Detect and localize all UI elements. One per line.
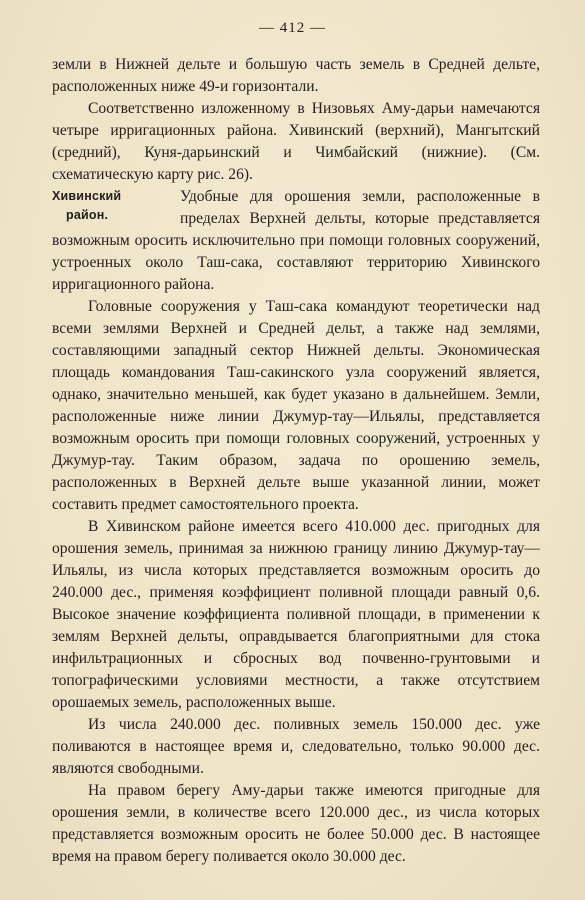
section-heading-line-2: район. (66, 208, 109, 222)
text-block-khiva-section (52, 186, 540, 868)
section-side-heading (52, 187, 180, 225)
paragraph-khiva-area: В Хивинском районе имеется всего 410.000 дес. пригодных для орошения земель, принимая за нижнюю границу линию Джумур-тау—Ильялы, из числа которых представляется возможным оросить до 240.000 дес., применяя коэффициент поливной площади равный 0,6. Высокое значение коэффициента поливной площади, в применении к землям Верхней дельты, оправдывается благоприятными для стока инфильтрационных и сбросных вод почвенно-грунтовыми и топографическими условиями местности, а также отсутствием орошаемых земель, расположенных выше. (52, 518, 540, 711)
section-heading-line-1: Хивинский (52, 189, 122, 203)
page-number: — 412 — (259, 20, 326, 36)
paragraph-continuation: земли в Нижней дельте и большую часть земель в Средней дельте, расположенных ниже 49-и горизонтали. (52, 56, 540, 95)
paragraph-irrigated-land: Из числа 240.000 дес. поливных земель 150.000 дес. уже поливаются в настоящее время и, следовательно, только 90.000 дес. являются свободными. (52, 716, 540, 777)
paragraph-section-lead: Удобные для орошения земли, расположенные в пределах Верхней дельты, которые представляется возможным оросить исключительно при помощи головных сооружений, устроенных около Таш-сака, составляют территорию Хивинского ирригационного района. (52, 188, 540, 293)
paragraph-districts: Соответственно изложенному в Низовьях Аму-дарьи намечаются четыре ирригационных района. Хивинский (верхний), Мангытский (средний), Куня-дарьинский и Чимбайский (нижние). (См. схематическую карту рис. 26). (52, 100, 540, 183)
text-block-top (52, 54, 540, 186)
paragraph-right-bank: На правом берегу Аму-дарьи также имеются пригодные для орошения земли, в количестве всего 120.000 дес., из числа которых представляется возможным оросить не более 50.000 дес. В настоящее время на правом берегу поливается около 30.000 дес. (52, 782, 540, 865)
paragraph-head-works: Головные сооружения у Таш-сака командуют теоретически над всеми землями Верхней и Средней дельт, а также над землями, составляющими западный сектор Нижней дельты. Экономическая площадь командования Таш-сакинского узла сооружений является, однако, значительно меньшей, как будет указано в дальнейшем. Земли, расположенные ниже линии Джумур-тау—Ильялы, представляется возможным оросить при помощи головных сооружений, устроенных у Джумур-тау. Таким образом, задача по орошению земель, расположенных в Верхней дельте выше указанной линии, может составить предмет самостоятельного проекта. (52, 298, 540, 513)
